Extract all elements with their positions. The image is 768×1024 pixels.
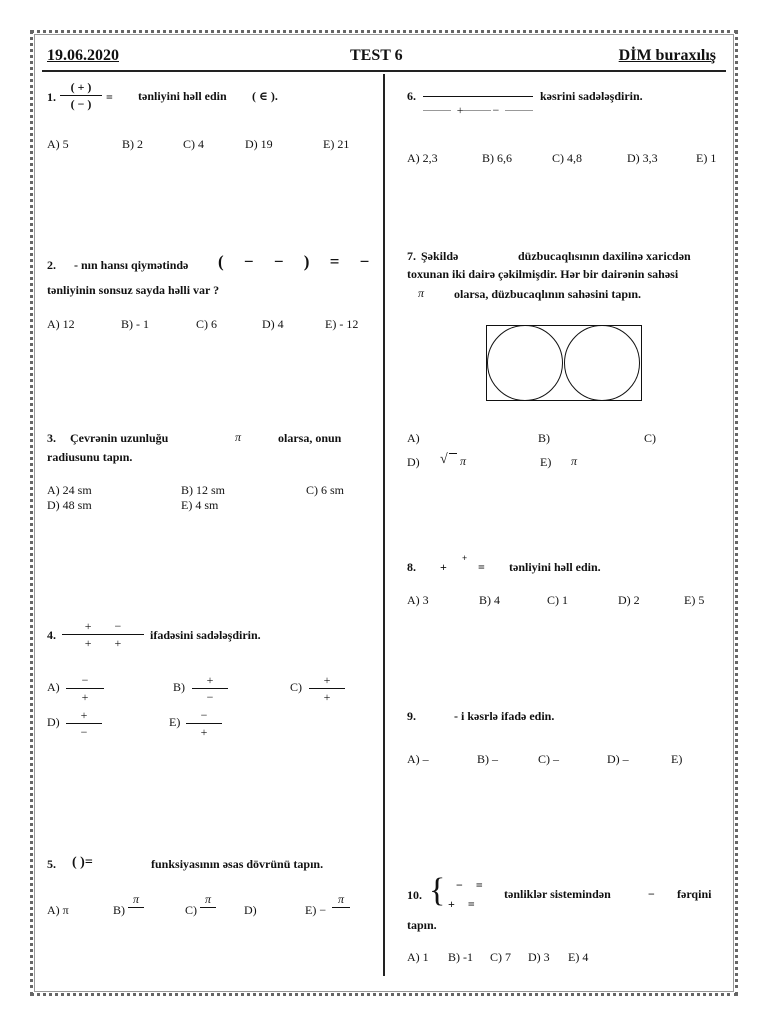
q7-option-c[interactable]: C) <box>644 431 656 445</box>
q4-option-c-frac[interactable] <box>309 673 345 704</box>
q2-text2: tənliyinin sonsuz sayda həlli var ? <box>47 283 220 297</box>
q10-text2: fərqini <box>677 887 712 901</box>
q3-number: 3. <box>47 431 56 445</box>
q5-option-d[interactable]: D) <box>244 903 257 917</box>
q4-option-d-label[interactable]: D) <box>47 715 60 729</box>
q7-option-e-pi: π <box>571 454 578 468</box>
q10-option-c[interactable]: C) 7 <box>490 950 511 964</box>
q1-eq: = <box>106 90 113 104</box>
q7-pi: π <box>418 286 425 300</box>
q1-option-d[interactable]: D) 19 <box>245 137 273 151</box>
q5-option-c-num: π <box>204 892 211 906</box>
brace-icon: { <box>429 872 446 909</box>
q4-option-d-num: + <box>80 708 88 722</box>
q1-frac-num: ( + ) <box>70 80 92 94</box>
q6-option-e[interactable]: E) 1 <box>696 151 717 165</box>
q6-number: 6. <box>407 89 416 103</box>
q1-option-a[interactable]: A) 5 <box>47 137 69 151</box>
header-date: 19.06.2020 <box>47 47 119 64</box>
q8-superscript: + <box>462 553 468 563</box>
header-test-title: TEST 6 <box>350 47 403 64</box>
q8-text: tənliyini həll edin. <box>509 560 601 574</box>
q5-option-c-frac[interactable] <box>200 892 216 923</box>
q5-option-c-label[interactable]: C) <box>185 903 197 917</box>
q7-line2: toxunan iki dairə çəkilmişdir. Hər bir dairənin sahəsi <box>407 267 679 281</box>
q6-option-d[interactable]: D) 3,3 <box>627 151 658 165</box>
q4-option-a-frac[interactable] <box>66 673 104 704</box>
q7-option-e[interactable]: E) <box>540 455 552 469</box>
q5-option-e-frac[interactable] <box>332 892 350 923</box>
q2-option-e[interactable]: E) - 12 <box>325 317 359 331</box>
q3-option-b[interactable]: B) 12 sm <box>181 483 226 497</box>
q4-option-b-label[interactable]: B) <box>173 680 185 694</box>
q4-option-b-den: − <box>206 690 214 704</box>
q4-option-b-frac[interactable] <box>192 673 228 704</box>
q5-option-e-label[interactable]: E) − <box>305 903 327 917</box>
q1-fraction <box>60 80 102 111</box>
q8-eq: = <box>478 560 485 574</box>
q3-text1: Çevrənin uzunluğu <box>70 431 169 445</box>
q5-option-b-frac[interactable] <box>128 892 144 923</box>
q10-option-e[interactable]: E) 4 <box>568 950 589 964</box>
q5-option-e-num: π <box>337 892 344 906</box>
q3-option-c[interactable]: C) 6 sm <box>306 483 345 497</box>
q5-text: funksiyasının əsas dövrünü tapın. <box>151 857 324 871</box>
q8-option-d[interactable]: D) 2 <box>618 593 640 607</box>
q4-option-a-label[interactable]: A) <box>47 680 60 694</box>
q1-cond: ( ∈ ). <box>252 89 278 103</box>
q2-expr: ( − − ) = − <box>218 252 378 271</box>
q1-number: 1. <box>47 90 56 104</box>
q6-option-b[interactable]: B) 6,6 <box>482 151 512 165</box>
q4-option-a-den: + <box>81 690 89 704</box>
q2-option-a[interactable]: A) 12 <box>47 317 75 331</box>
q6-frac-bar <box>423 96 533 97</box>
q8-number: 8. <box>407 560 416 574</box>
q8-option-c[interactable]: C) 1 <box>547 593 568 607</box>
sqrt-bar <box>449 453 457 454</box>
q9-text: - i kəsrlə ifadə edin. <box>454 709 555 723</box>
q4-option-e-num: − <box>200 708 208 722</box>
header-dim: DİM buraxılış <box>618 47 716 64</box>
q6-sub-bar-3 <box>505 110 533 111</box>
q9-option-a[interactable]: A) – <box>407 752 429 766</box>
q5-expr: ( )= <box>72 855 93 870</box>
q8-option-b[interactable]: B) 4 <box>479 593 500 607</box>
sqrt-icon: √ <box>440 452 448 467</box>
q6-sub-bar-2 <box>463 110 491 111</box>
q4-number: 4. <box>47 628 56 642</box>
q9-option-c[interactable]: C) – <box>538 752 559 766</box>
q7-option-d[interactable]: D) <box>407 455 420 469</box>
q6-option-a[interactable]: A) 2,3 <box>407 151 438 165</box>
q8-option-e[interactable]: E) 5 <box>684 593 705 607</box>
q10-text: tənliklər sistemindən <box>504 887 611 901</box>
q4-option-e-frac[interactable] <box>186 708 222 739</box>
q2-text1: - nın hansı qiymətində <box>74 258 189 272</box>
column-divider <box>383 74 385 976</box>
q4-option-c-label[interactable]: C) <box>290 680 302 694</box>
q8-expr: + <box>440 560 447 574</box>
q10-option-b[interactable]: B) -1 <box>448 950 473 964</box>
q2-option-d[interactable]: D) 4 <box>262 317 284 331</box>
q1-option-c[interactable]: C) 4 <box>183 137 204 151</box>
q6-frac-den: + − <box>456 103 500 117</box>
header-divider <box>42 70 726 72</box>
q10-text3: tapın. <box>407 918 437 932</box>
q10-row2: + = <box>448 897 475 911</box>
q9-number: 9. <box>407 709 416 723</box>
q4-option-a-num: − <box>81 673 89 687</box>
q8-option-a[interactable]: A) 3 <box>407 593 429 607</box>
q2-option-c[interactable]: C) 6 <box>196 317 217 331</box>
q4-option-d-den: − <box>80 725 88 739</box>
q5-option-b-label[interactable]: B) <box>113 903 125 917</box>
q1-frac-den: ( − ) <box>70 97 92 111</box>
q4-option-d-frac[interactable] <box>66 708 102 739</box>
q5-option-a[interactable]: A) π <box>47 903 69 917</box>
q7-option-b[interactable]: B) <box>538 431 550 445</box>
q6-sub-bar-1 <box>423 110 451 111</box>
q5-number: 5. <box>47 857 56 871</box>
q4-option-b-num: + <box>206 673 214 687</box>
q3-option-a[interactable]: A) 24 sm <box>47 483 92 497</box>
q4-text: ifadəsini sadələşdirin. <box>150 628 261 642</box>
q3-option-d[interactable]: D) 48 sm <box>47 498 92 512</box>
q7-line1a: Şəkildə <box>421 249 459 263</box>
q1-option-e[interactable]: E) 21 <box>323 137 350 151</box>
q4-frac-den: + + <box>84 636 122 650</box>
q4-fraction <box>62 619 144 650</box>
q7-line1b: düzbucaqlısının daxilinə xaricdən <box>518 249 691 263</box>
left-circle <box>487 325 563 401</box>
q9-option-e[interactable]: E) <box>671 752 683 766</box>
q3-pi: π <box>235 430 242 444</box>
q4-frac-num: + − <box>84 619 122 633</box>
q10-minus: − <box>648 887 655 901</box>
q10-option-d[interactable]: D) 3 <box>528 950 550 964</box>
q1-option-b[interactable]: B) 2 <box>122 137 143 151</box>
q6-text: kəsrini sadələşdirin. <box>540 89 643 103</box>
q10-row1: − = <box>456 878 483 892</box>
q7-option-a[interactable]: A) <box>407 431 420 445</box>
q3-text1b: olarsa, onun <box>278 431 342 445</box>
q10-option-a[interactable]: A) 1 <box>407 950 429 964</box>
q9-option-b[interactable]: B) – <box>477 752 498 766</box>
q4-option-c-num: + <box>323 673 331 687</box>
q6-option-c[interactable]: C) 4,8 <box>552 151 582 165</box>
q3-option-e[interactable]: E) 4 sm <box>181 498 219 512</box>
q10-number: 10. <box>407 888 422 902</box>
q7-line3: olarsa, düzbucaqlının sahəsini tapın. <box>454 287 642 301</box>
q7-option-d-pi: π <box>460 454 467 468</box>
q5-option-b-num: π <box>132 892 139 906</box>
q4-option-e-den: + <box>200 725 208 739</box>
q4-option-e-label[interactable]: E) <box>169 715 181 729</box>
right-circle <box>564 325 640 401</box>
q3-text2: radiusunu tapın. <box>47 450 133 464</box>
q2-number: 2. <box>47 258 56 272</box>
q7-number: 7. <box>407 249 416 263</box>
q4-option-c-den: + <box>323 690 331 704</box>
q9-option-d[interactable]: D) – <box>607 752 629 766</box>
q2-option-b[interactable]: B) - 1 <box>121 317 149 331</box>
q1-text: tənliyini həll edin <box>138 89 227 103</box>
